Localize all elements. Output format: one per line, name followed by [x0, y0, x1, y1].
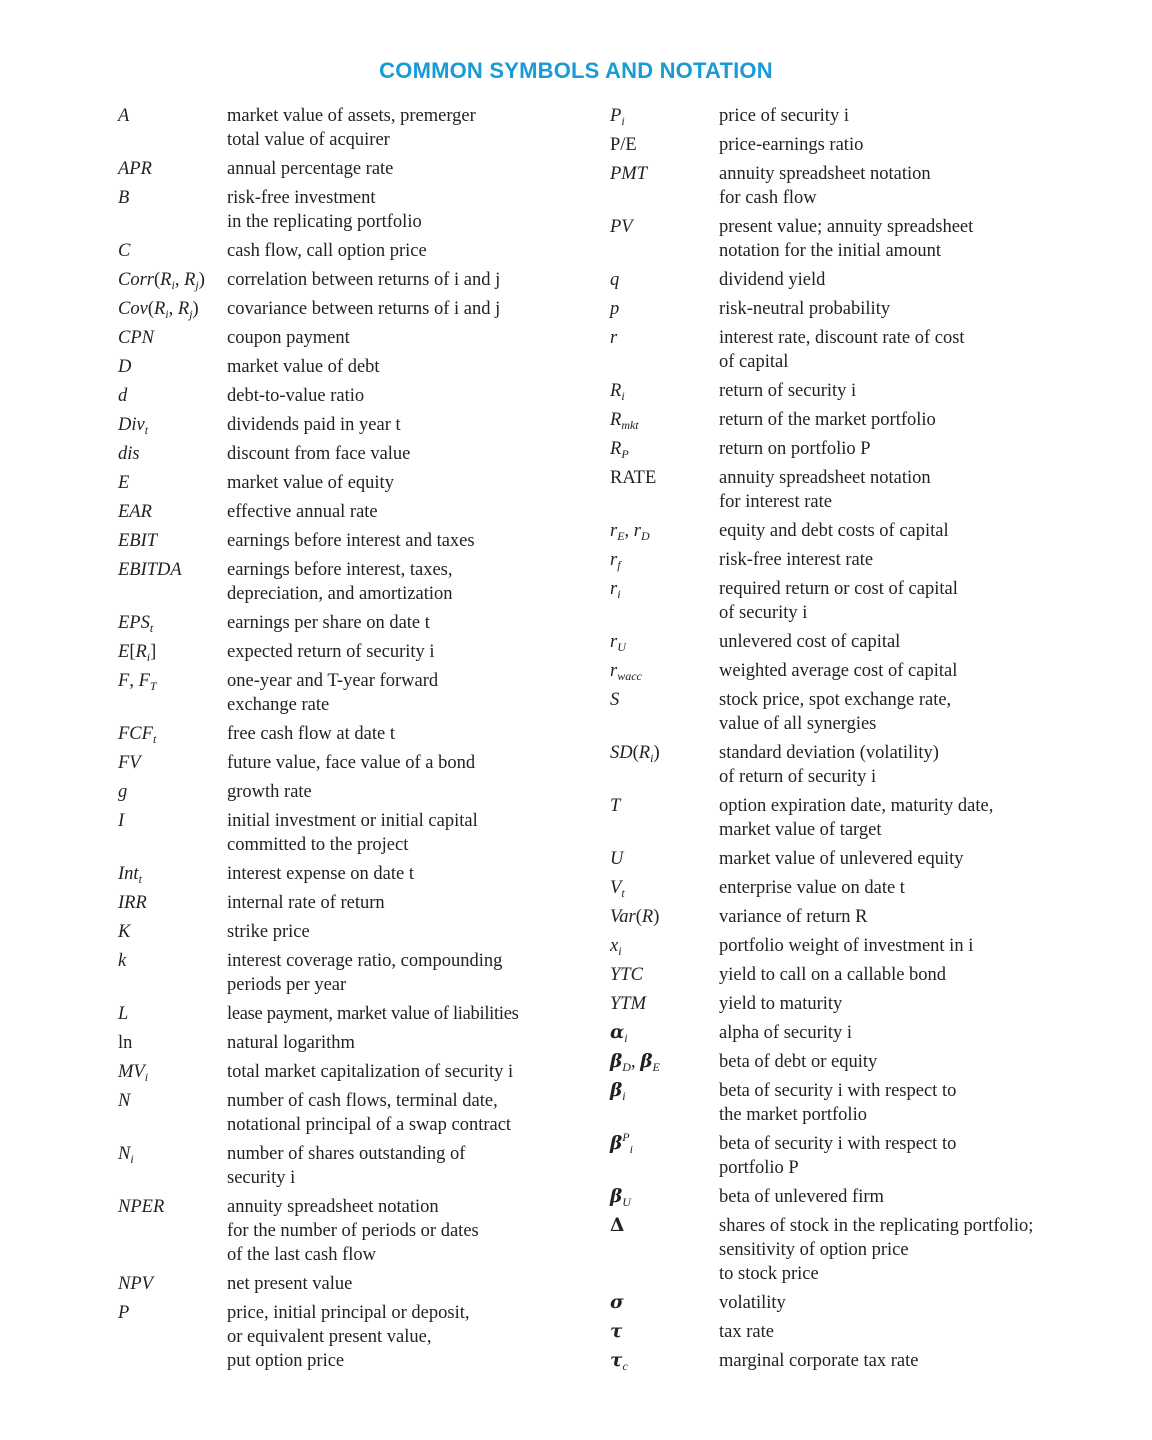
symbol-entry	[118, 529, 568, 553]
symbol: CPN	[118, 328, 154, 348]
definition: covariance between returns of i and j	[227, 299, 501, 319]
symbol-entry	[118, 1195, 568, 1267]
symbol: $FCF_t$	[118, 724, 157, 746]
symbol: $\beta_i$	[610, 1080, 626, 1103]
definition: return of the market portfolio	[719, 410, 936, 430]
definition: effective annual rate	[227, 502, 378, 522]
definition: variance of return R	[719, 907, 868, 927]
symbol: $R_P$	[610, 439, 629, 461]
symbol-entry	[610, 741, 1080, 789]
symbol-entry	[118, 949, 568, 997]
symbol: $x_i$	[610, 936, 622, 958]
definition: option expiration date, maturity date, market value of target	[719, 796, 994, 840]
symbol: NPV	[118, 1274, 153, 1294]
symbol: N	[118, 1091, 131, 1111]
symbol-entry	[610, 1214, 1080, 1286]
definition: annuity spreadsheet notation for interest rate	[719, 468, 931, 512]
definition: market value of assets, premerger total value of acquirer	[227, 106, 476, 150]
definition: net present value	[227, 1274, 353, 1294]
definition: earnings per share on date t	[227, 613, 430, 633]
definition: price, initial principal or deposit, or equivalent present value, put option price	[227, 1303, 470, 1371]
definition: interest coverage ratio, compounding periods per year	[227, 951, 503, 995]
symbol: g	[118, 782, 128, 802]
definition: yield to maturity	[719, 994, 843, 1014]
symbol-entry	[610, 215, 1080, 263]
symbol: $\beta_D$, $\beta_E$	[610, 1051, 660, 1074]
symbol: $r_{wacc}$	[610, 661, 642, 683]
symbol: S	[610, 690, 620, 710]
symbol-entry	[118, 1031, 568, 1055]
symbol-entry	[610, 1050, 1080, 1074]
symbol: $\beta_U$	[610, 1186, 631, 1209]
symbol-entry	[118, 1089, 568, 1137]
definition: internal rate of return	[227, 893, 385, 913]
symbol-entry	[118, 780, 568, 804]
definition: total market capitalization of security i	[227, 1062, 514, 1082]
symbol-entry	[118, 558, 568, 606]
symbol-entry	[610, 688, 1080, 736]
symbol-entry	[610, 268, 1080, 292]
symbol: Var(R)	[610, 907, 660, 927]
symbol: dis	[118, 444, 140, 464]
definition: one-year and T-year forward exchange rate	[227, 671, 439, 715]
symbol-entry	[610, 104, 1080, 128]
symbol-entry	[118, 268, 568, 292]
symbol: $r_E$, $r_D$	[610, 521, 650, 543]
symbol: $Cov(R_i$, $R_j$)	[118, 299, 199, 321]
definition: risk-free investment in the replicating portfolio	[227, 188, 422, 232]
symbol: τ	[610, 1321, 623, 1342]
definition: debt-to-value ratio	[227, 386, 365, 406]
definition: price of security i	[719, 106, 849, 126]
definition: return on portfolio P	[719, 439, 871, 459]
definition: enterprise value on date t	[719, 878, 905, 898]
symbol-entry	[610, 1079, 1080, 1127]
definition: unlevered cost of capital	[719, 632, 901, 652]
definition: dividends paid in year t	[227, 415, 401, 435]
symbol: $R_{mkt}$	[610, 410, 639, 432]
definition: risk-free interest rate	[719, 550, 874, 570]
symbol-entry	[610, 1185, 1080, 1209]
symbol-entry	[610, 1349, 1080, 1373]
symbol-entry	[118, 157, 568, 181]
symbol-entry	[118, 722, 568, 746]
symbol-entry	[118, 104, 568, 152]
symbol: q	[610, 270, 620, 290]
definition: beta of unlevered firm	[719, 1187, 884, 1207]
definition: return of security i	[719, 381, 857, 401]
definition: interest expense on date t	[227, 864, 414, 884]
symbol-entry	[118, 1002, 568, 1026]
symbol: FV	[118, 753, 141, 773]
symbol: $\tau_c$	[610, 1350, 628, 1373]
definition: earnings before interest, taxes, depreciation, and amortization	[227, 560, 453, 604]
symbol-entry	[610, 519, 1080, 543]
definition: interest rate, discount rate of cost of capital	[719, 328, 965, 372]
symbol-entry	[118, 891, 568, 915]
symbol-entry	[118, 920, 568, 944]
definition: correlation between returns of i and j	[227, 270, 501, 290]
symbol: APR	[118, 159, 152, 179]
symbol-entry	[118, 442, 568, 466]
symbol-entry	[610, 905, 1080, 929]
symbol-entry	[118, 1060, 568, 1084]
symbol: $r_f$	[610, 550, 621, 572]
symbol: B	[118, 188, 130, 208]
definition: earnings before interest and taxes	[227, 531, 475, 551]
symbol: RATE	[610, 468, 657, 488]
symbol: K	[118, 922, 131, 942]
symbol-entry	[610, 794, 1080, 842]
symbol-entry	[118, 297, 568, 321]
symbol: ln	[118, 1033, 133, 1053]
symbol-entry	[610, 379, 1080, 403]
definition: alpha of security i	[719, 1023, 853, 1043]
definition: growth rate	[227, 782, 312, 802]
symbol: Div$_t$	[118, 415, 149, 437]
symbol-entry	[610, 876, 1080, 900]
symbol: $r_i$	[610, 579, 621, 601]
symbol: PV	[610, 217, 633, 237]
symbol-entry	[610, 659, 1080, 683]
page-title: COMMON SYMBOLS AND NOTATION	[379, 58, 773, 83]
symbol: F, $F_T$	[118, 671, 157, 693]
definition: present value; annuity spreadsheet notation for the initial amount	[719, 217, 974, 261]
definition: dividend yield	[719, 270, 826, 290]
symbol-entry	[610, 630, 1080, 654]
symbol: P/E	[610, 135, 637, 155]
definition: stock price, spot exchange rate, value of all synergies	[719, 690, 952, 734]
definition: shares of stock in the replicating portfolio; sensitivity of option price to stock price	[719, 1216, 1034, 1284]
symbol-entry	[610, 297, 1080, 321]
symbol: $r_U$	[610, 632, 626, 654]
symbol-entry	[118, 239, 568, 263]
symbol-entry	[610, 466, 1080, 514]
symbol: PMT	[610, 164, 647, 184]
definition: beta of security i with respect to portfolio P	[719, 1134, 957, 1178]
symbol: T	[610, 796, 621, 816]
symbol: $\alpha_i$	[610, 1022, 628, 1045]
symbol: I	[118, 811, 125, 831]
symbol-entry	[610, 133, 1080, 157]
left-column	[118, 104, 568, 1378]
definition: number of cash flows, terminal date, notational principal of a swap contract	[227, 1091, 512, 1135]
definition: volatility	[719, 1293, 786, 1313]
symbol: EBITDA	[118, 560, 182, 580]
symbol: k	[118, 951, 127, 971]
symbol: r	[610, 328, 618, 348]
symbol: Int$_t$	[118, 864, 142, 886]
definition: risk-neutral probability	[719, 299, 891, 319]
definition: portfolio weight of investment in i	[719, 936, 974, 956]
definition: strike price	[227, 922, 310, 942]
definition: future value, face value of a bond	[227, 753, 476, 773]
definition: market value of unlevered equity	[719, 849, 964, 869]
definition: market value of equity	[227, 473, 394, 493]
symbol: YTM	[610, 994, 646, 1014]
definition: coupon payment	[227, 328, 350, 348]
symbol: L	[118, 1004, 129, 1024]
symbol: A	[118, 106, 130, 126]
symbol-entry	[610, 326, 1080, 374]
symbol: EBIT	[118, 531, 158, 551]
symbol-entry	[118, 611, 568, 635]
symbol: C	[118, 241, 131, 261]
symbol-entry	[118, 355, 568, 379]
definition: free cash flow at date t	[227, 724, 395, 744]
symbol-entry	[118, 1272, 568, 1296]
definition: beta of debt or equity	[719, 1052, 878, 1072]
symbol: E	[118, 473, 130, 493]
definition: marginal corporate tax rate	[719, 1351, 919, 1371]
definition: annuity spreadsheet notation for the number of periods or dates of the last cash flow	[227, 1197, 479, 1265]
definition: equity and debt costs of capital	[719, 521, 949, 541]
symbol-entry	[118, 326, 568, 350]
symbol-entry	[610, 1320, 1080, 1344]
definition: required return or cost of capital of security i	[719, 579, 958, 623]
definition: natural logarithm	[227, 1033, 355, 1053]
symbol-entry	[610, 963, 1080, 987]
definition: lease payment, market value of liabilities	[227, 1004, 519, 1024]
symbol: P	[118, 1303, 130, 1323]
definition: cash flow, call option price	[227, 241, 427, 261]
symbol: $MV_i$	[118, 1062, 149, 1084]
symbol-entry	[118, 500, 568, 524]
definition: standard deviation (volatility) of return of security i	[719, 743, 939, 787]
definition: tax rate	[719, 1322, 774, 1342]
definition: market value of debt	[227, 357, 380, 377]
symbol-entry	[118, 471, 568, 495]
symbol: YTC	[610, 965, 643, 985]
symbol: $V_t$	[610, 878, 625, 900]
symbol-entry	[610, 577, 1080, 625]
definition: yield to call on a callable bond	[719, 965, 947, 985]
symbol: $E[R_i]$	[118, 642, 157, 664]
symbol: $N_i$	[118, 1144, 134, 1166]
symbol-entry	[118, 413, 568, 437]
definition: annual percentage rate	[227, 159, 394, 179]
symbol: $EPS_t$	[118, 613, 154, 635]
symbol: $SD(R_i)$	[610, 743, 660, 765]
symbol: $\beta^P_i$	[610, 1130, 633, 1156]
definition: weighted average cost of capital	[719, 661, 958, 681]
symbol-entry	[610, 437, 1080, 461]
symbol-entry	[610, 408, 1080, 432]
symbol-entry	[610, 1021, 1080, 1045]
right-column	[610, 104, 1080, 1378]
symbol: d	[118, 386, 128, 406]
symbol-entry	[610, 934, 1080, 958]
symbol-entry	[118, 640, 568, 664]
symbol: EAR	[118, 502, 152, 522]
symbol: p	[610, 299, 620, 319]
symbol: NPER	[118, 1197, 165, 1217]
symbol-entry	[118, 186, 568, 234]
definition: annuity spreadsheet notation for cash flow	[719, 164, 931, 208]
symbol: $R_i$	[610, 381, 625, 403]
symbol: Δ	[610, 1215, 625, 1236]
symbol: IRR	[118, 893, 147, 913]
symbol-entry	[610, 1132, 1080, 1180]
definition: price-earnings ratio	[719, 135, 864, 155]
definition: number of shares outstanding of security i	[227, 1144, 466, 1188]
symbol-entry	[610, 1291, 1080, 1315]
definition: beta of security i with respect to the market portfolio	[719, 1081, 957, 1125]
symbol-entry	[610, 992, 1080, 1016]
symbol-entry	[610, 847, 1080, 871]
symbol: D	[118, 357, 132, 377]
symbol-entry	[118, 809, 568, 857]
symbol-entry	[610, 162, 1080, 210]
symbol: $Corr(R_i$, $R_j$)	[118, 270, 205, 292]
symbol-entry	[118, 1301, 568, 1373]
definition: expected return of security i	[227, 642, 435, 662]
definition: initial investment or initial capital committed to the project	[227, 811, 478, 855]
symbol-entry	[610, 548, 1080, 572]
symbol: $P_i$	[610, 106, 625, 128]
definition: discount from face value	[227, 444, 411, 464]
symbol-entry	[118, 751, 568, 775]
symbol: σ	[610, 1292, 624, 1313]
symbol-entry	[118, 669, 568, 717]
symbol-entry	[118, 1142, 568, 1190]
symbol-entry	[118, 862, 568, 886]
symbol: U	[610, 849, 624, 869]
symbol-entry	[118, 384, 568, 408]
